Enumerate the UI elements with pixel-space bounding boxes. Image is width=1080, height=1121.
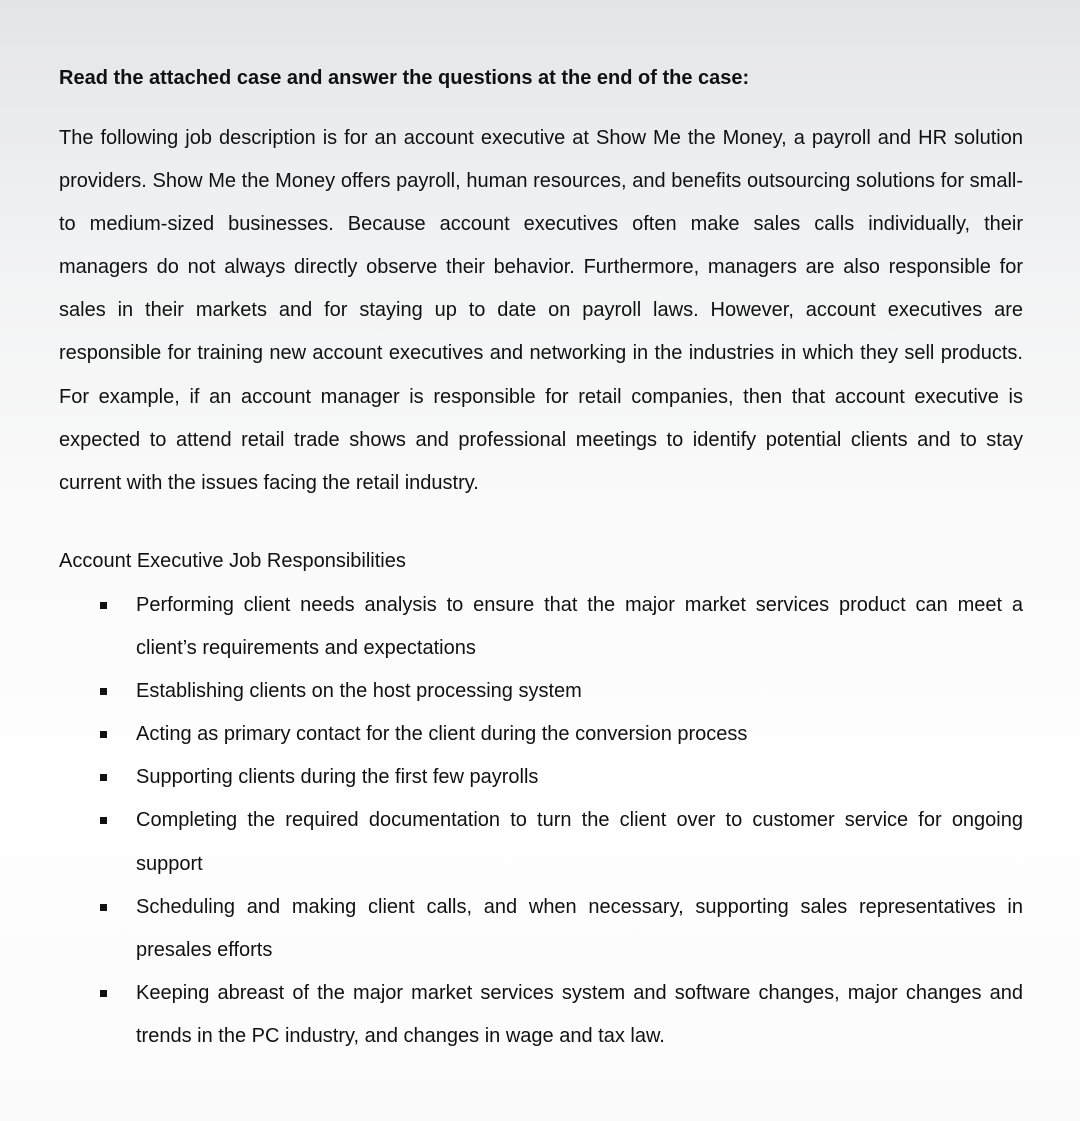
responsibility-item: Scheduling and making client calls, and when necessary, supporting sales representatives in presales efforts bbox=[136, 886, 1023, 972]
responsibility-item: Keeping abreast of the major market services system and software changes, major changes and trends in the PC industry, and changes in wage and tax law. bbox=[136, 972, 1023, 1058]
responsibility-item: Acting as primary contact for the client during the conversion process bbox=[136, 713, 1023, 756]
case-heading: Read the attached case and answer the questions at the end of the case: bbox=[59, 67, 750, 89]
case-intro-paragraph: The following job description is for an account executive at Show Me the Money, a payroll and HR solution providers. Show Me the Money offers payroll, human resources, and benefits outsourcing solutions for small-to medium-sized businesses. Because account executives often make sales calls individually, their managers do not always directly observe their behavior. Furthermore, managers are also responsible for sales in their markets and for staying up to date on payroll laws. However, account executives are responsible for training new account executives and networking in the industries in which they sell products. For example, if an account manager is responsible for retail companies, then that account executive is expected to attend retail trade shows and professional meetings to identify potential clients and to stay current with the issues facing the retail industry. bbox=[59, 127, 1023, 494]
responsibility-item: Supporting clients during the first few payrolls bbox=[136, 756, 1023, 799]
responsibility-item: Completing the required documentation to turn the client over to customer service for ongoing support bbox=[136, 799, 1023, 885]
responsibility-item: Establishing clients on the host processing system bbox=[136, 670, 1023, 713]
responsibilities-list bbox=[136, 584, 1023, 1058]
responsibilities-title: Account Executive Job Responsibilities bbox=[59, 550, 406, 572]
responsibility-item: Performing client needs analysis to ensure that the major market services product can meet a client’s requirements and expectations bbox=[136, 584, 1023, 670]
